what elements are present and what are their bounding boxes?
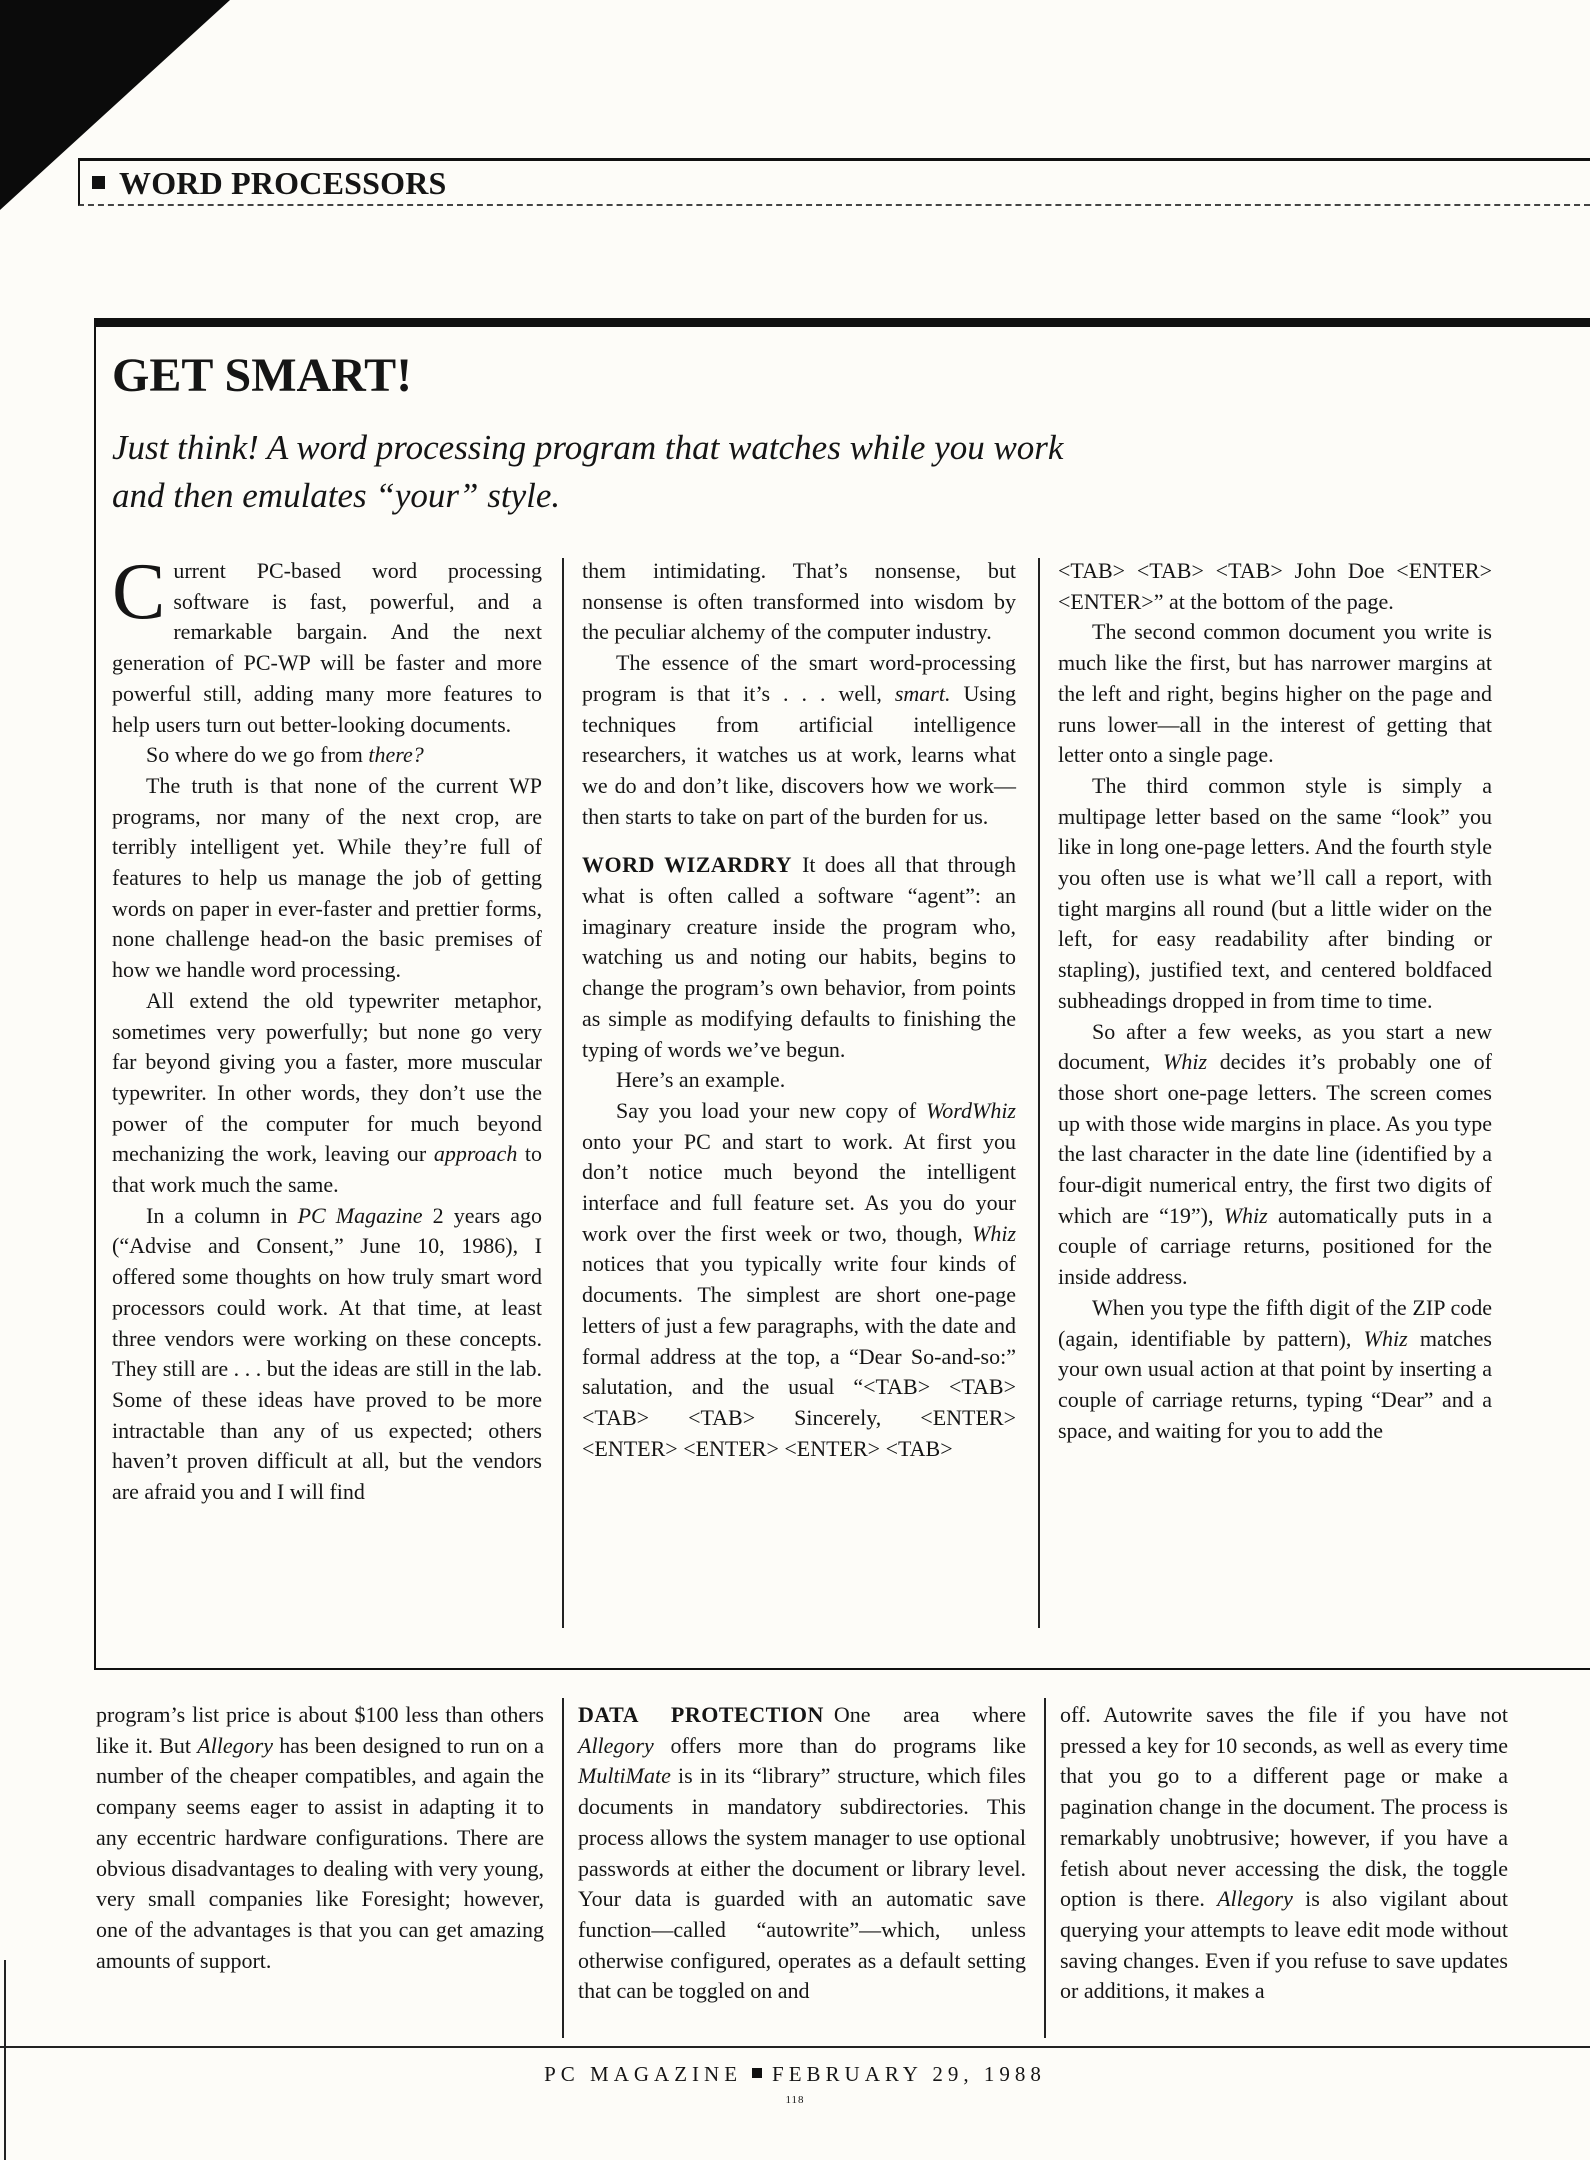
text-emphasis: MultiMate: [578, 1763, 671, 1789]
column-rule: [1044, 1698, 1046, 2038]
text-emphasis: Whiz: [1163, 1049, 1208, 1075]
text-emphasis: there?: [368, 742, 424, 768]
text-run: has been designed to run on a number of the cheaper compatibles, and again the company seems eager to assist in adapting it to any eccentric hardware configurations. There are obvious disadvantages to dealing with very young, very small companies like Foresight; however, one of the advantages is that you can get amazing amounts of support.: [96, 1732, 545, 1973]
paragraph: <TAB> <TAB> <TAB> John Doe <ENTER> <ENTER>” at the bottom of the page.: [1058, 558, 1492, 614]
subhead: DATA PROTECTION: [578, 1702, 824, 1727]
text-run: In a column in: [146, 1202, 298, 1228]
text-emphasis: PC Magazine: [297, 1202, 423, 1228]
section-header: [78, 158, 1590, 206]
headline: GET SMART!: [112, 349, 413, 402]
paragraph: [1060, 1700, 1508, 2007]
text-run: All extend the old typewriter metaphor, sometimes very powerfully; but none go very far beyond giving you a faster, more muscular typewriter. In other words, they don’t use the power of the computer for much beyond mechanizing the work, leaving our: [112, 987, 542, 1167]
text-run: is in its “library” structure, which files documents in mandatory subdirectories. This process allows the system manager to use optional passwords at either the document or library level. Your data is guarded with an automatic save function—called “autowrite”—which, unless otherwise configured, operates as a default setting that can be toggled on and: [578, 1763, 1026, 2004]
column-1: [112, 548, 542, 1508]
column-rule: [1038, 558, 1040, 1628]
text-emphasis: WordWhiz: [925, 1097, 1016, 1123]
text-emphasis: Allegory: [578, 1732, 654, 1758]
text-run: urrent PC-based word processing software is fast, powerful, and a remarkable bargain. And the next generation of PC-WP will be faster and more powerful still, adding many more features to help users turn out better-looking documents.: [112, 558, 542, 737]
page-footer: [0, 2062, 1590, 2087]
text-run: decides it’s probably one of those short one-page letters. The screen comes up with those wide margins in place. As you type the last character in the date line (identified by a four-digit numerical entry, the first two digits of which are “19”),: [1058, 1049, 1492, 1228]
page-number: 118: [785, 2094, 805, 2106]
text-run: offers more than do programs like: [653, 1732, 1026, 1758]
column-2: [582, 556, 1016, 1464]
text-run: is also vigilant about querying your attempts to leave edit mode without saving changes. Even if you refuse to save updates or additions, it makes a: [1060, 1886, 1508, 2004]
paragraph: [112, 740, 542, 771]
paragraph: [96, 1700, 544, 1976]
text-run: notices that you typically write four kinds of documents. The simplest are short one-page letters of just a few paragraphs, with the date and formal address at the top, a “Dear So-and-so:” salutation, and the usual “<TAB> <TAB> <TAB> <TAB> Sincerely, <ENTER> <ENTER> <ENTER> <ENTER> <TAB>: [582, 1251, 1016, 1461]
paragraph: The third common style is simply a multipage letter based on the same “look” you like in long one-page letters. And the fourth style you often use is what we’ll call a report, with tight margins all round (but a little wider on the left, for easy readability after binding or stapling), justified text, and centered boldfaced subheadings dropped in from time to time.: [1058, 772, 1492, 1013]
subhead: WORD WIZARDRY: [582, 852, 793, 878]
text-emphasis: Whiz: [972, 1220, 1016, 1246]
paragraph: [1058, 1017, 1492, 1293]
column-rule: [562, 558, 564, 1628]
footer-bullet-icon: [752, 2068, 762, 2078]
text-run: 2 years ago (“Advise and Consent,” June 10, 1986), I offered some thoughts on how truly smart word processors could work. At that time, at least three vendors were working on these concepts. They still are . . . but the ideas are still in the lab. Some of these ideas have proved to be more intractable than any of us expected; others haven’t proven difficult at all, but the vendors are afraid you and I will find: [112, 1202, 542, 1505]
margin-rule: [4, 1960, 6, 2160]
paragraph: [1058, 1293, 1492, 1447]
footer-date: FEBRUARY 29, 1988: [772, 2062, 1046, 2086]
bottom-rule: [0, 2046, 1590, 2048]
column-5: [578, 1700, 1026, 2007]
text-run: matches your own usual action at that point by inserting a couple of carriage returns, typing “Dear” and a space, and waiting for you to add the: [1058, 1325, 1492, 1443]
paragraph: [578, 1700, 1026, 2007]
paragraph: [582, 850, 1016, 1065]
drop-cap: C: [112, 548, 166, 636]
paragraph: The second common document you write is much like the first, but has narrower margins at the left and right, begins higher on the page and runs lower—all in the interest of getting that letter onto a single page.: [1058, 619, 1492, 768]
paragraph: [112, 986, 542, 1201]
text-run: One area where: [833, 1702, 1026, 1727]
deck: Just think! A word processing program that watches while you work and then emulates “your” style.: [112, 428, 1064, 515]
paragraph: [112, 1201, 542, 1508]
text-emphasis: Whiz: [1363, 1325, 1408, 1351]
paragraph: [582, 648, 1016, 832]
text-run: So where do we go from: [146, 742, 369, 768]
text-emphasis: Allegory: [197, 1732, 274, 1758]
text-emphasis: approach: [433, 1141, 518, 1167]
text-run: onto your PC and start to work. At first you don’t notice much beyond the intelligent interface and full feature set. As you do your work over the first week or two, though,: [582, 1128, 1016, 1246]
column-3: [1058, 556, 1492, 1446]
column-rule: [562, 1698, 564, 2038]
footer-magazine: PC MAGAZINE: [544, 2062, 743, 2086]
text-run: It does all that through what is often called a software “agent”: an imaginary creature inside the program who, watching us and noting our habits, begins to change the program’s own behavior, from points as simple as modifying defaults to finishing the typing of words we’ve begun.: [582, 852, 1016, 1062]
text-run: Using techniques from artificial intelligence researchers, it watches us at work, learns what we do and don’t like, discovers how we work—then starts to take on part of the burden for us.: [582, 680, 1017, 829]
column-4: [96, 1700, 544, 1976]
text-run: Say you load your new copy of: [616, 1097, 926, 1123]
paragraph: [112, 548, 542, 740]
paragraph: them intimidating. That’s nonsense, but nonsense is often transformed into wisdom by the peculiar alchemy of the computer industry.: [582, 558, 1016, 645]
text-emphasis: smart.: [894, 680, 951, 706]
paragraph: [582, 1096, 1016, 1464]
text-run: to that work much the same.: [112, 1141, 542, 1198]
text-emphasis: Whiz: [1223, 1202, 1268, 1228]
column-6: [1060, 1700, 1508, 2007]
section-label: [92, 165, 447, 202]
paragraph: Here’s an example.: [616, 1067, 786, 1093]
text-run: program’s list price is about $100 less than others like it. But: [96, 1702, 544, 1758]
text-run: The essence of the smart word-processing program is that it’s . . . well,: [582, 650, 1016, 706]
bullet-icon: [92, 176, 105, 189]
text-run: automatically puts in a couple of carriage returns, positioned for the inside address.: [1058, 1202, 1492, 1290]
text-run: So after a few weeks, as you start a new document,: [1058, 1018, 1492, 1075]
text-run: off. Autowrite saves the file if you have not pressed a key for 10 seconds, as well as every time that you go to a different page or make a pagination change in the document. The process is remarkably unobtrusive; however, if you have a fetish about never accessing the disk, the toggle option is there.: [1060, 1702, 1508, 1912]
text-emphasis: Allegory: [1217, 1886, 1293, 1912]
text-run: When you type the fifth digit of the ZIP code (again, identifiable by pattern),: [1058, 1294, 1492, 1351]
paragraph: The truth is that none of the current WP programs, nor many of the next crop, are terribly intelligent yet. While they’re full of features to help us manage the job of getting words on paper in ever-faster and prettier forms, none challenge head-on the basic premises of how we handle word processing.: [112, 772, 542, 983]
section-label-text: WORD PROCESSORS: [119, 165, 447, 201]
